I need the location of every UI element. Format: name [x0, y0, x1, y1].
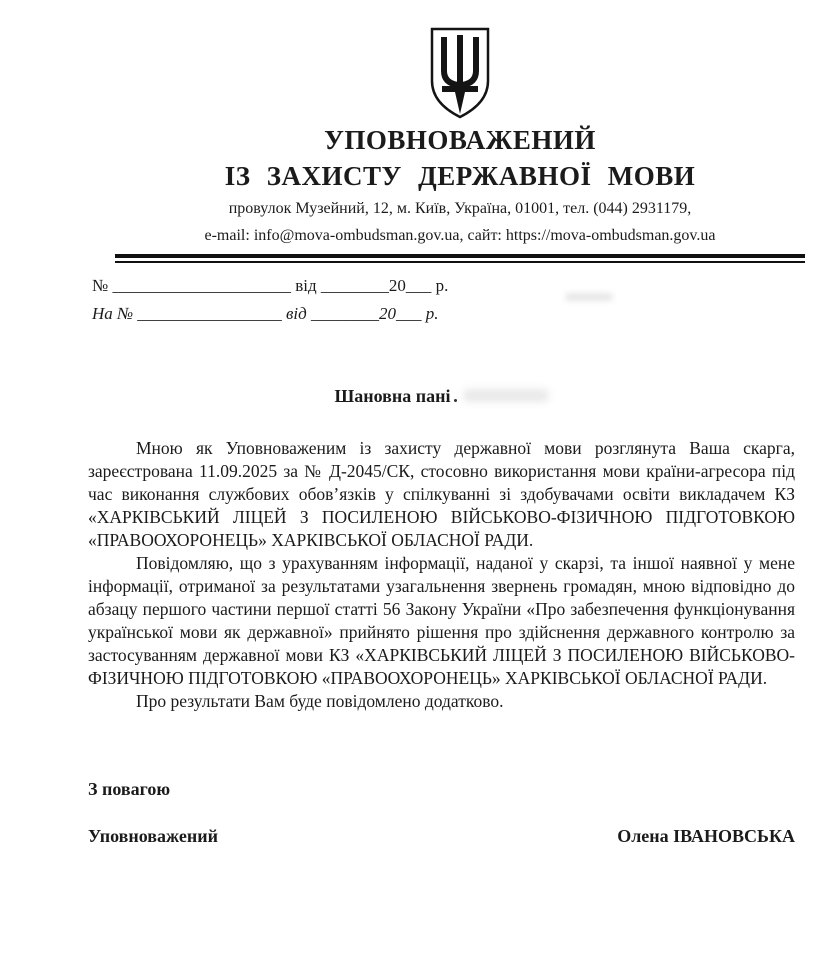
org-address-line1: провулок Музейний, 12, м. Київ, Україна, 01001, тел. (044) 2931179, [228, 200, 692, 217]
signer-name: Олена ІВАНОВСЬКА [617, 826, 795, 846]
body-paragraph-3: Про результати Вам буде повідомлено додатково. [136, 691, 504, 711]
reference-block [92, 272, 795, 328]
body-paragraph-2: Повідомляю, що з урахуванням інформації, наданої у скарзі, та іншої наявної у мене інформації, отриманої за результатами узагальнення звернень громадян, мною відповідно до абзацу першого частини першої статті 56 Закону України «Про забезпечення функціонування української мови як державної» прийнято рішення про здійснення державного контролю за застосуванням державної мови КЗ «ХАРКІВСЬКИЙ ЛІЦЕЙ З ПОСИЛЕНОЮ ВІЙСЬКОВО-ФІЗИЧНОЮ ПІДГОТОВКОЮ «ПРАВООХОРОНЕЦЬ» ХАРКІВСЬКОЇ ОБЛАСНОЇ РАДИ. [88, 553, 795, 688]
scan-smudge-artifact [565, 293, 613, 301]
signature-row [88, 826, 795, 847]
letterhead-divider [115, 254, 805, 263]
org-address-line2: e-mail: info@mova-ombudsman.gov.ua, сайт: https://mova-ombudsman.gov.ua [204, 227, 716, 244]
org-name-line1: УПОВНОВАЖЕНИЙ [324, 125, 596, 155]
greeting-line [88, 386, 795, 407]
letter-body [88, 386, 795, 847]
greeting-text: Шановна пані [334, 386, 451, 406]
greeting-period-mark [454, 399, 457, 402]
redacted-name-smudge [463, 389, 549, 402]
closing-respectfully: З повагою [88, 779, 171, 799]
org-name-line2: ІЗ ЗАХИСТУ ДЕРЖАВНОЇ МОВИ [224, 161, 696, 191]
emblem-wrap [120, 26, 800, 120]
signer-position: Уповноважений [88, 826, 218, 846]
ukraine-trident-emblem-icon [428, 26, 492, 120]
letterhead [0, 0, 840, 246]
body-paragraph-1: Мною як Уповноваженим із захисту державної мови розглянута Ваша скарга, зареєстрована 11.09.2025 за № Д-2045/СК, стосовно використання мови країни-агресора під час виконання службових обов’язків у спілкуванні зі здобувачами освіти викладачем КЗ «ХАРКІВСЬКИЙ ЛІЦЕЙ З ПОСИЛЕНОЮ ВІЙСЬКОВО-ФІЗИЧНОЮ ПІДГОТОВКОЮ «ПРАВООХОРОНЕЦЬ» ХАРКІВСЬКОЇ ОБЛАСНОЇ РАДИ. [88, 438, 795, 550]
incoming-number-line: На № _________________ від ________20___ р. [92, 304, 439, 323]
outgoing-number-line: № _____________________ від ________20___ р. [92, 276, 449, 295]
